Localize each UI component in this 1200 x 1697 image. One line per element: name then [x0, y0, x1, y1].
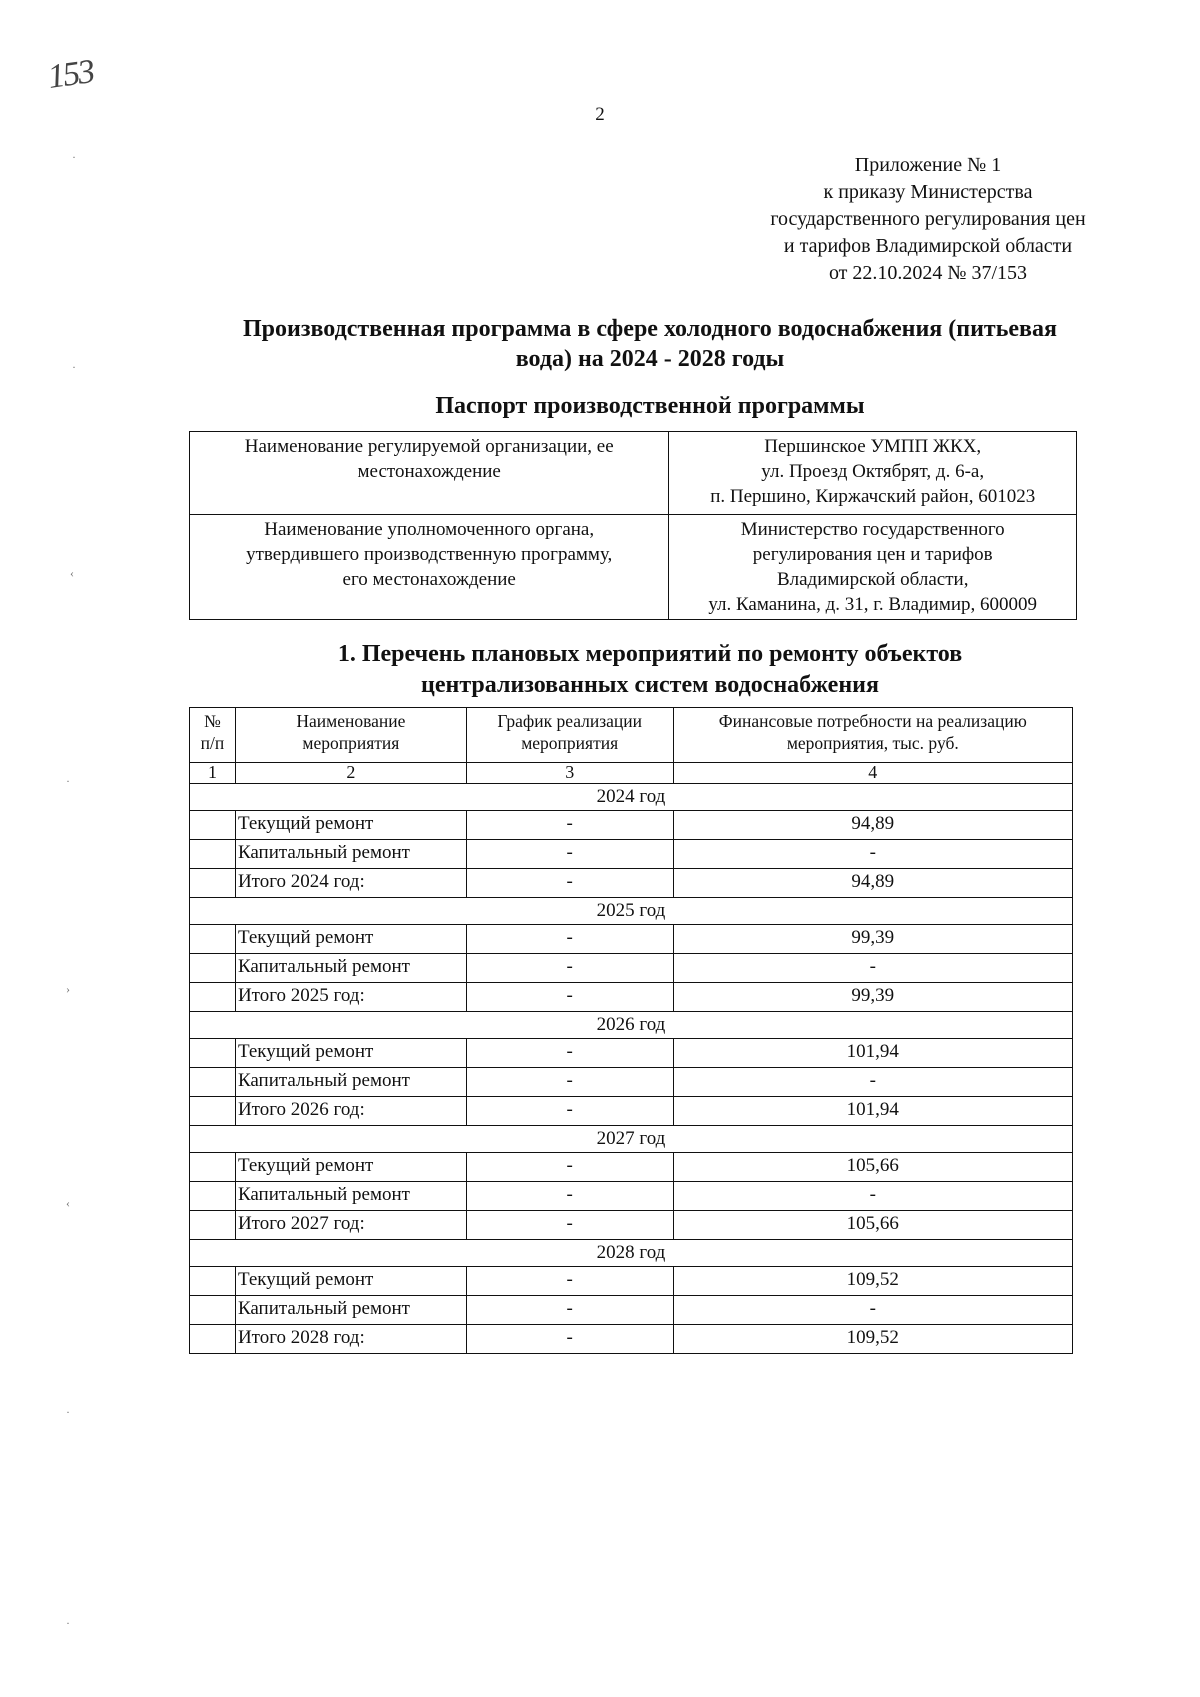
- table-row: [190, 1039, 1073, 1068]
- row-amount-cell: 109,52: [673, 1267, 1072, 1296]
- row-name-cell: Капитальный ремонт: [235, 1296, 466, 1325]
- row-num-cell: [190, 1325, 236, 1354]
- table-row: [190, 840, 1073, 869]
- appendix-line: к приказу Министерства: [823, 181, 1033, 203]
- appendix-line: от 22.10.2024 № 37/153: [828, 262, 1028, 284]
- row-num-cell: [190, 840, 236, 869]
- row-schedule-cell: -: [466, 840, 673, 869]
- table-row: [190, 1211, 1073, 1240]
- row-name-cell: Текущий ремонт: [235, 925, 466, 954]
- row-amount-cell: -: [673, 1068, 1072, 1097]
- passport-row-organization: [190, 432, 1077, 515]
- year-label: 2024 год: [190, 784, 1073, 811]
- table-row: [190, 1325, 1073, 1354]
- column-number: 1: [190, 763, 236, 784]
- row-name-cell: Текущий ремонт: [235, 811, 466, 840]
- appendix-line: и тарифов Владимирской области: [783, 235, 1073, 257]
- row-num-cell: [190, 954, 236, 983]
- row-name-cell: Текущий ремонт: [235, 1267, 466, 1296]
- row-num-cell: [190, 1296, 236, 1325]
- row-amount-cell: 94,89: [673, 811, 1072, 840]
- column-number-row: [190, 763, 1073, 784]
- row-num-cell: [190, 811, 236, 840]
- row-name-cell: Итого 2024 год:: [235, 869, 466, 898]
- row-amount-cell: 94,89: [673, 869, 1072, 898]
- row-schedule-cell: -: [466, 983, 673, 1012]
- document-title: [180, 314, 1120, 374]
- row-num-cell: [190, 1211, 236, 1240]
- row-amount-cell: 101,94: [673, 1097, 1072, 1126]
- row-name-cell: Текущий ремонт: [235, 1153, 466, 1182]
- row-schedule-cell: -: [466, 1097, 673, 1126]
- year-label: 2026 год: [190, 1012, 1073, 1039]
- row-num-cell: [190, 925, 236, 954]
- year-header-row: [190, 1240, 1073, 1267]
- passport-label-cell: Наименование регулируемой организации, ее местонахождение: [190, 432, 669, 515]
- header-finance: Финансовые потребности на реализацию мероприятия, тыс. руб.: [673, 708, 1072, 763]
- row-num-cell: [190, 1267, 236, 1296]
- passport-row-authority: [190, 515, 1077, 620]
- row-num-cell: [190, 1097, 236, 1126]
- row-num-cell: [190, 1039, 236, 1068]
- row-schedule-cell: -: [466, 1039, 673, 1068]
- passport-value-cell: Першинское УМПП ЖКХ, ул. Проезд Октябрят, д. 6-а, п. Першино, Киржачский район, 601023: [669, 432, 1077, 515]
- row-schedule-cell: -: [466, 1325, 673, 1354]
- column-number: 3: [466, 763, 673, 784]
- row-name-cell: Итого 2026 год:: [235, 1097, 466, 1126]
- column-number: 4: [673, 763, 1072, 784]
- table-header-row: [190, 708, 1073, 763]
- year-header-row: [190, 898, 1073, 925]
- row-name-cell: Текущий ремонт: [235, 1039, 466, 1068]
- row-name-cell: Капитальный ремонт: [235, 954, 466, 983]
- handwritten-page-note: 153: [45, 53, 96, 96]
- row-amount-cell: -: [673, 954, 1072, 983]
- row-num-cell: [190, 869, 236, 898]
- document-title-line: Производственная программа в сфере холодного водоснабжения (питьевая: [243, 316, 1057, 342]
- row-num-cell: [190, 1068, 236, 1097]
- table-row: [190, 1267, 1073, 1296]
- row-schedule-cell: -: [466, 954, 673, 983]
- row-amount-cell: 105,66: [673, 1211, 1072, 1240]
- row-schedule-cell: -: [466, 811, 673, 840]
- table-row: [190, 811, 1073, 840]
- year-label: 2028 год: [190, 1240, 1073, 1267]
- row-schedule-cell: -: [466, 1211, 673, 1240]
- year-header-row: [190, 1126, 1073, 1153]
- row-schedule-cell: -: [466, 1267, 673, 1296]
- row-amount-cell: -: [673, 1182, 1072, 1211]
- year-header-row: [190, 784, 1073, 811]
- row-amount-cell: -: [673, 1296, 1072, 1325]
- year-header-row: [190, 1012, 1073, 1039]
- section-title-line: централизованных систем водоснабжения: [421, 672, 879, 698]
- header-schedule: График реализации мероприятия: [466, 708, 673, 763]
- table-row: [190, 983, 1073, 1012]
- section-title-line: 1. Перечень плановых мероприятий по ремонту объектов: [337, 641, 963, 667]
- year-label: 2027 год: [190, 1126, 1073, 1153]
- row-name-cell: Итого 2028 год:: [235, 1325, 466, 1354]
- passport-table: [189, 431, 1077, 620]
- table-row: [190, 1068, 1073, 1097]
- passport-value-cell: Министерство государственного регулирования цен и тарифов Владимирской области, ул. Каманина, д. 31, г. Владимир, 600009: [669, 515, 1077, 620]
- row-amount-cell: 101,94: [673, 1039, 1072, 1068]
- row-num-cell: [190, 983, 236, 1012]
- row-name-cell: Капитальный ремонт: [235, 1182, 466, 1211]
- column-number: 2: [235, 763, 466, 784]
- row-amount-cell: 99,39: [673, 925, 1072, 954]
- page-number: 2: [595, 104, 605, 125]
- header-name: Наименование мероприятия: [235, 708, 466, 763]
- appendix-line: Приложение № 1: [854, 154, 1002, 176]
- row-schedule-cell: -: [466, 1153, 673, 1182]
- passport-title: Паспорт производственной программы: [435, 393, 865, 419]
- row-num-cell: [190, 1153, 236, 1182]
- table-row: [190, 1097, 1073, 1126]
- row-amount-cell: 105,66: [673, 1153, 1072, 1182]
- row-schedule-cell: -: [466, 1296, 673, 1325]
- events-table: [189, 707, 1073, 1354]
- table-row: [190, 925, 1073, 954]
- row-schedule-cell: -: [466, 1182, 673, 1211]
- row-amount-cell: 99,39: [673, 983, 1072, 1012]
- section-title: [180, 639, 1120, 701]
- table-row: [190, 1182, 1073, 1211]
- row-name-cell: Итого 2027 год:: [235, 1211, 466, 1240]
- document-title-line: вода) на 2024 - 2028 годы: [515, 346, 785, 372]
- row-schedule-cell: -: [466, 925, 673, 954]
- appendix-line: государственного регулирования цен: [770, 208, 1086, 230]
- table-row: [190, 1153, 1073, 1182]
- row-name-cell: Капитальный ремонт: [235, 1068, 466, 1097]
- row-amount-cell: -: [673, 840, 1072, 869]
- table-row: [190, 1296, 1073, 1325]
- row-amount-cell: 109,52: [673, 1325, 1072, 1354]
- appendix-block: [728, 152, 1128, 287]
- row-schedule-cell: -: [466, 1068, 673, 1097]
- table-row: [190, 954, 1073, 983]
- header-num: № п/п: [190, 708, 236, 763]
- row-name-cell: Итого 2025 год:: [235, 983, 466, 1012]
- table-row: [190, 869, 1073, 898]
- row-num-cell: [190, 1182, 236, 1211]
- year-label: 2025 год: [190, 898, 1073, 925]
- row-name-cell: Капитальный ремонт: [235, 840, 466, 869]
- row-schedule-cell: -: [466, 869, 673, 898]
- passport-label-cell: Наименование уполномоченного органа, утвердившего производственную программу, его местонахождение: [190, 515, 669, 620]
